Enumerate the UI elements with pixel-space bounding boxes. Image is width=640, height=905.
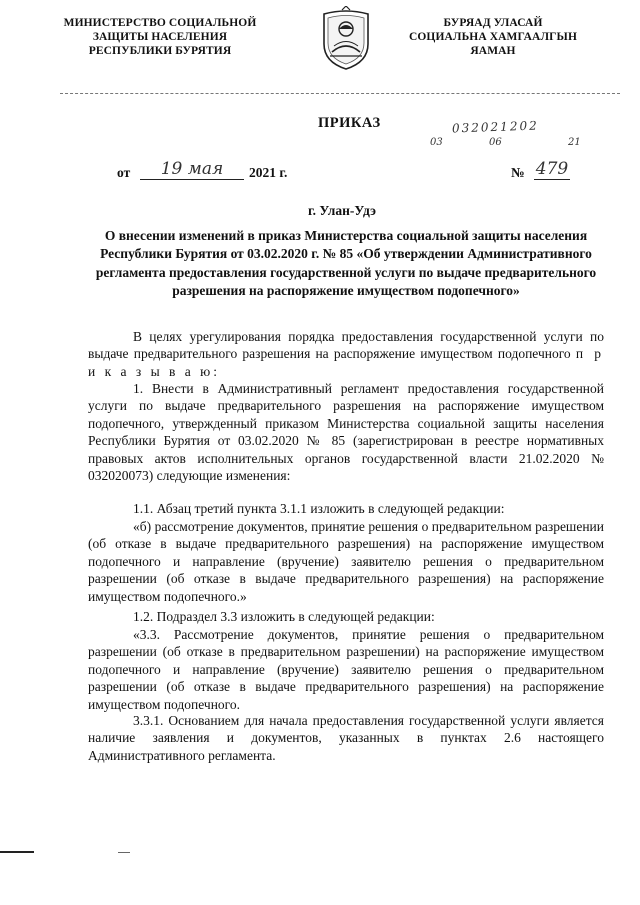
city-line: г. Улан-Удэ: [308, 203, 376, 218]
date-prefix: от: [117, 165, 131, 180]
ministry-buryat-line-1: БУРЯАД УЛАСАЙ: [443, 17, 543, 29]
coat-of-arms-icon: [318, 6, 374, 72]
order-keyword: п р и к а з ы в а ю:: [88, 346, 604, 379]
registration-stamp-year: 21: [568, 137, 581, 148]
paragraph-item-1: 1. Внести в Административный регламент предоставления государственной услуги по выдаче предварительного разрешения на распоряжение имуществом подопечного, утвержденный приказом Министерства социальной защиты населения Республики Бурятия от 03.02.2020 № 85 (зарегистрирован в реестре нормативных правовых актов исполнительных органов государственной власти 21.02.2020 № 032020073) следующие изменения:: [88, 381, 604, 484]
ministry-line-3: РЕСПУБЛИКИ БУРЯТИЯ: [88, 45, 232, 57]
paragraph-item-1-1: 1.1. Абзац третий пункта 3.1.1 изложить в следующей редакции:: [133, 501, 505, 516]
ministry-line-1: МИНИСТЕРСТВО СОЦИАЛЬНОЙ: [63, 17, 257, 29]
order-number-label: №: [511, 165, 525, 180]
paragraph-item-3-3: «3.3. Рассмотрение документов, принятие решения о предварительном разрешении (об отказе в предварительном разрешении) на распоряжение имуществом подопечного и направление (вручение) заявителю решения о предварительном разрешении (об отказе в выдаче предварительного разрешения) на распоряжение имуществом подопечного.: [88, 627, 604, 712]
handwritten-order-number: 479: [535, 159, 569, 179]
paragraph-item-1-2: 1.2. Подраздел 3.3 изложить в следующей редакции:: [133, 609, 435, 624]
paragraph-item-1-1-text: «б) рассмотрение документов, принятие решения о предварительном разрешении (об отказе в выдаче предварительного разрешения) на распоряжение имуществом подопечного и направление (вручение) заявителю решения о предварительном разрешении (об отказе в выдаче предварительного разрешения) на распоряжение имуществом подопечного.»: [88, 519, 604, 604]
margin-mark: [118, 852, 130, 853]
preamble-text: В целях урегулирования порядка предоставления государственной услуги по выдаче предварительного разрешения на распоряжение имуществом подопечного: [88, 329, 604, 362]
registration-stamp-month: 06: [489, 137, 502, 148]
ministry-name-russian: [60, 16, 260, 58]
header-divider: [60, 93, 620, 94]
ministry-line-2: ЗАЩИТЫ НАСЕЛЕНИЯ: [92, 31, 228, 43]
date-year: 2021 г.: [249, 165, 288, 180]
ministry-buryat-line-2: СОЦИАЛЬНА ХАМГААЛГЫН: [408, 31, 577, 43]
ministry-buryat-line-3: ЯАМАН: [470, 45, 516, 57]
paragraph-item-3-3-1: 3.3.1. Основанием для начала предоставления государственной услуги является наличие заявления и документов, указанных в пунктах 2.6 настоящего Административного регламента.: [88, 713, 604, 763]
registration-stamp-day: 03: [430, 137, 443, 148]
preamble-paragraph: [88, 328, 604, 380]
registration-stamp-number: 032021202: [451, 118, 539, 136]
handwritten-date: 19 мая: [140, 160, 244, 180]
margin-mark: [0, 851, 34, 853]
document-title: ПРИКАЗ: [318, 115, 381, 131]
ministry-name-buryat: [398, 16, 588, 58]
order-subject: О внесении изменений в приказ Министерства социальной защиты населения Республики Бурятия от 03.02.2020 г. № 85 «Об утверждении Административного регламента предоставления государственной услуги по выдаче предварительного разрешения на распоряжение имуществом подопечного»: [95, 228, 597, 299]
